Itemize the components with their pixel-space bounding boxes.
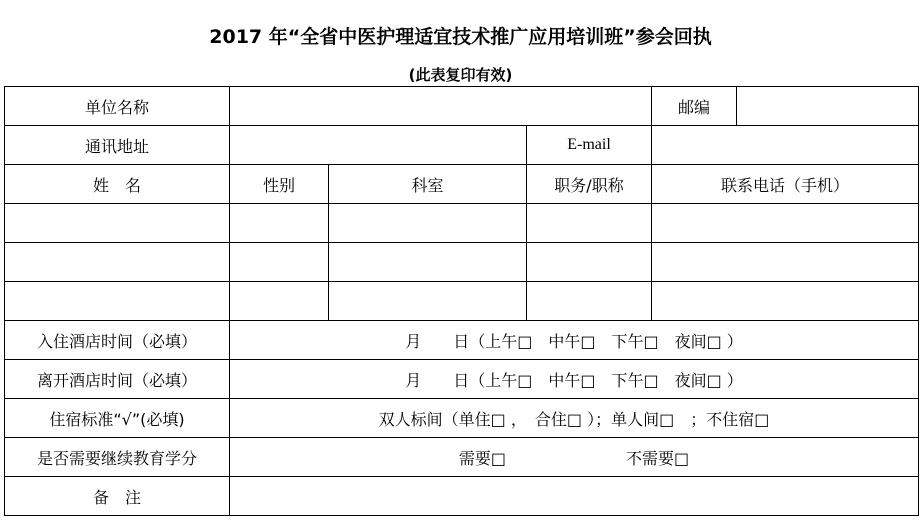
lodging-row [5, 399, 919, 438]
attendee-department-cell[interactable] [329, 282, 527, 321]
form-subtitle: (此表复印有效) [408, 66, 513, 84]
checkout-label: 离开酒店时间（必填） [5, 360, 230, 399]
lodging-options[interactable]: 双人标间（单住□ ， 合住□ ）；单人间□ ；不住宿□ [230, 399, 919, 438]
col-department-header: 科室 [329, 165, 527, 204]
attendee-row [5, 204, 919, 243]
remark-field[interactable] [230, 477, 919, 516]
checkin-row [5, 321, 919, 360]
credit-no-need-option[interactable]: 不需要□ [626, 448, 690, 468]
attendee-gender-cell[interactable] [230, 282, 329, 321]
attendee-name-cell[interactable] [5, 204, 230, 243]
col-phone-header: 联系电话（手机） [652, 165, 919, 204]
email-field[interactable] [652, 126, 919, 165]
unit-row [5, 87, 919, 126]
address-field[interactable] [230, 126, 527, 165]
attendee-phone-cell[interactable] [652, 282, 919, 321]
column-header-row [5, 165, 919, 204]
attendee-gender-cell[interactable] [230, 204, 329, 243]
postcode-field[interactable] [737, 87, 919, 126]
credit-need-option[interactable]: 需要□ [458, 448, 506, 468]
postcode-label: 邮编 [652, 87, 737, 126]
email-label: E-mail [527, 126, 652, 165]
attendee-department-cell[interactable] [329, 243, 527, 282]
address-label: 通讯地址 [5, 126, 230, 165]
attendee-row [5, 243, 919, 282]
col-title-header: 职务/职称 [527, 165, 652, 204]
registration-form-table [4, 86, 919, 516]
attendee-name-cell[interactable] [5, 243, 230, 282]
remark-row [5, 477, 919, 516]
form-title: 2017 年“全省中医护理适宜技术推广应用培训班”参会回执 [209, 26, 712, 48]
unit-name-label: 单位名称 [5, 87, 230, 126]
attendee-phone-cell[interactable] [652, 243, 919, 282]
checkout-row [5, 360, 919, 399]
attendee-phone-cell[interactable] [652, 204, 919, 243]
col-name-header: 姓 名 [5, 165, 230, 204]
attendee-department-cell[interactable] [329, 204, 527, 243]
col-gender-header: 性别 [230, 165, 329, 204]
attendee-title-cell[interactable] [527, 282, 652, 321]
credit-options[interactable] [230, 438, 919, 477]
attendee-title-cell[interactable] [527, 204, 652, 243]
attendee-row [5, 282, 919, 321]
address-row [5, 126, 919, 165]
attendee-name-cell[interactable] [5, 282, 230, 321]
credit-label: 是否需要继续教育学分 [5, 438, 230, 477]
remark-label: 备 注 [5, 477, 230, 516]
checkin-label: 入住酒店时间（必填） [5, 321, 230, 360]
checkout-options[interactable]: 月 日（上午□ 中午□ 下午□ 夜间□ ） [230, 360, 919, 399]
lodging-label: 住宿标准“√”(必填) [5, 399, 230, 438]
unit-name-field[interactable] [230, 87, 652, 126]
attendee-title-cell[interactable] [527, 243, 652, 282]
checkin-options[interactable]: 月 日（上午□ 中午□ 下午□ 夜间□ ） [230, 321, 919, 360]
credit-row [5, 438, 919, 477]
attendee-gender-cell[interactable] [230, 243, 329, 282]
